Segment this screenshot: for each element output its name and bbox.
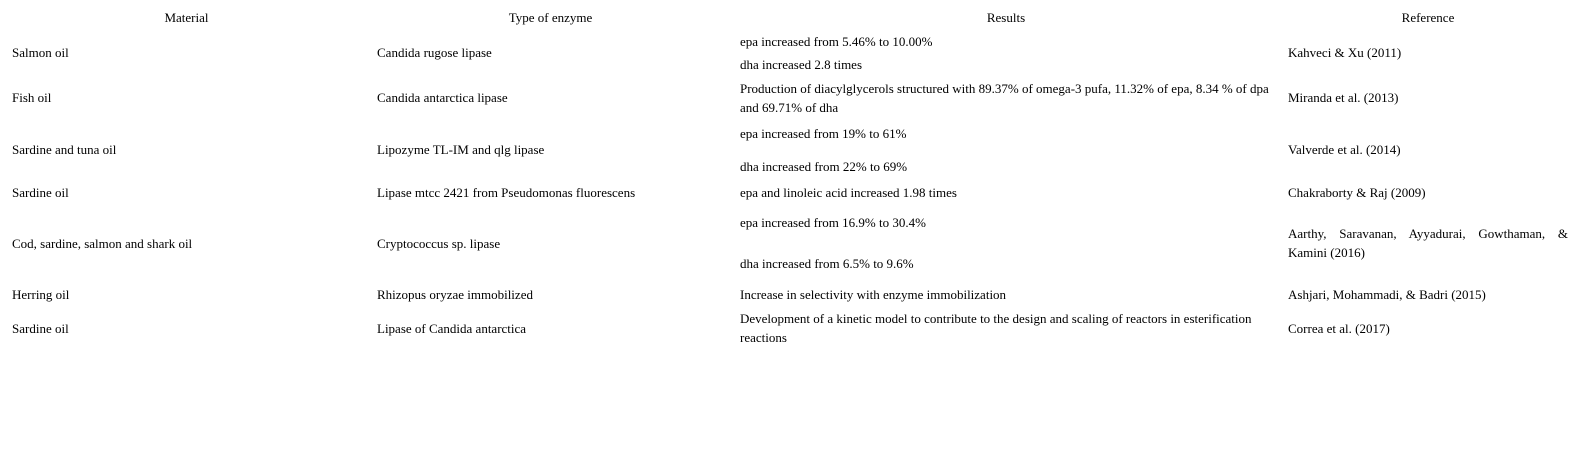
cell-reference: Correa et al. (2017)	[1288, 320, 1390, 336]
cell-enzyme: Lipase mtcc 2421 from Pseudomonas fluorescens	[377, 185, 636, 200]
cell-material: Cod, sardine, salmon and shark oil	[12, 235, 193, 251]
cell-reference: Kahveci & Xu (2011)	[1288, 45, 1402, 60]
cell-reference: Miranda et al. (2013)	[1288, 90, 1399, 105]
result-line: epa and linoleic acid increased 1.98 times	[740, 185, 957, 200]
cell-results	[732, 121, 1280, 178]
header-reference: Reference	[1401, 10, 1455, 25]
cell-enzyme: Candida rugose lipase	[377, 45, 492, 60]
result-line: Increase in selectivity with enzyme immobilization	[740, 286, 1007, 302]
cell-results	[732, 309, 1280, 347]
cell-enzyme: Candida antarctica lipase	[377, 90, 508, 105]
cell-results	[732, 279, 1280, 309]
cell-results	[732, 31, 1280, 74]
table-row	[4, 178, 1576, 207]
cell-reference: Valverde et al. (2014)	[1288, 142, 1401, 157]
cell-material: Sardine oil	[12, 320, 69, 336]
header-enzyme: Type of enzyme	[508, 10, 593, 25]
result-line: epa increased from 5.46% to 10.00%	[740, 33, 933, 49]
result-line: dha increased from 6.5% to 9.6%	[740, 256, 914, 271]
enzyme-table-container	[0, 6, 1588, 347]
table-row	[4, 121, 1576, 178]
result-line: Production of diacylglycerols structured with 89.37% of omega-3 pufa, 11.32% of epa, 8.34 % of dpa and 69.71% of dha	[740, 80, 1269, 115]
cell-enzyme: Cryptococcus sp. lipase	[377, 235, 501, 251]
result-line: dha increased 2.8 times	[740, 56, 863, 72]
cell-reference: Aarthy, Saravanan, Ayyadurai, Gowthaman, & Kamini (2016)	[1288, 226, 1568, 260]
table-row	[4, 279, 1576, 309]
header-results: Results	[986, 10, 1026, 25]
cell-enzyme: Lipozyme TL-IM and qlg lipase	[377, 142, 545, 157]
enzyme-results-table	[4, 6, 1576, 347]
cell-reference: Ashjari, Mohammadi, & Badri (2015)	[1288, 286, 1486, 302]
cell-material: Sardine oil	[12, 185, 69, 200]
table-row	[4, 207, 1576, 279]
table-row	[4, 31, 1576, 74]
result-line: dha increased from 22% to 69%	[740, 158, 908, 174]
cell-results	[732, 74, 1280, 121]
cell-enzyme: Lipase of Candida antarctica	[377, 320, 527, 336]
table-row	[4, 309, 1576, 347]
cell-results	[732, 207, 1280, 279]
result-line: epa increased from 16.9% to 30.4%	[740, 215, 926, 230]
result-line: epa increased from 19% to 61%	[740, 125, 907, 141]
cell-material: Sardine and tuna oil	[12, 142, 117, 157]
cell-reference: Chakraborty & Raj (2009)	[1288, 185, 1426, 200]
table-header-row	[4, 6, 1576, 31]
header-material: Material	[164, 10, 209, 25]
cell-material: Salmon oil	[12, 45, 69, 60]
cell-material: Herring oil	[12, 286, 70, 302]
result-line: Development of a kinetic model to contribute to the design and scaling of reactors in esterification reactions	[740, 311, 1252, 345]
cell-results	[732, 178, 1280, 207]
cell-enzyme: Rhizopus oryzae immobilized	[377, 286, 533, 302]
cell-material: Fish oil	[12, 90, 52, 105]
table-row	[4, 74, 1576, 121]
